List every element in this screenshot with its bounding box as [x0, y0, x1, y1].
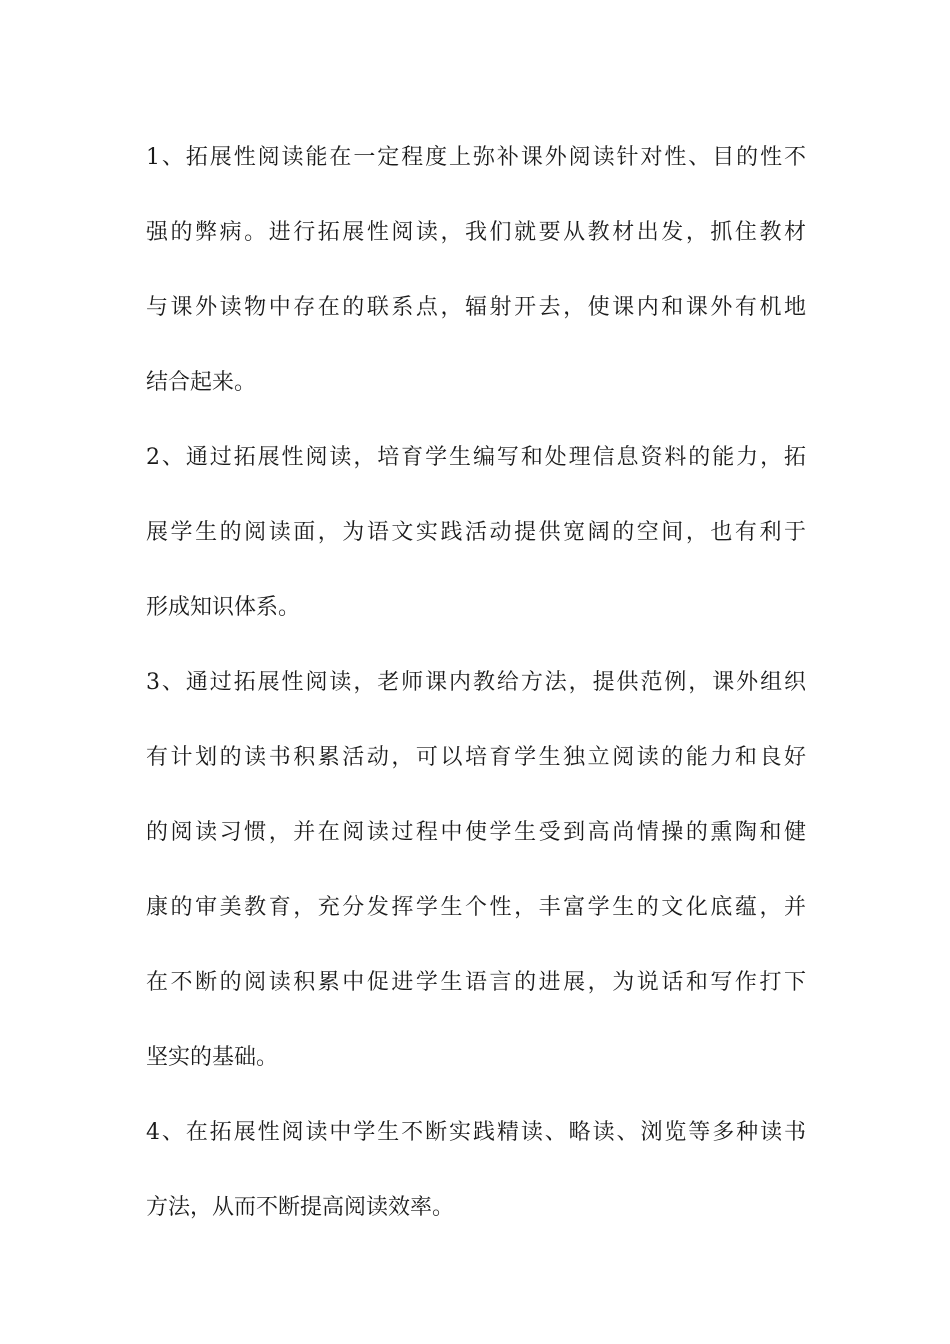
paragraph-3-line-6: 坚实的基础。 — [146, 1045, 279, 1070]
paragraph-3-line-2: 有计划的读书积累活动，可以培育学生独立阅读的能力和良好 — [146, 745, 806, 770]
paragraph-4-line-1: 4、在拓展性阅读中学生不断实践精读、略读、浏览等多种读书 — [146, 1120, 806, 1145]
paragraph-1-line-3: 与课外读物中存在的联系点，辐射开去，使课内和课外有机地 — [146, 295, 806, 320]
paragraph-2-line-1: 2、通过拓展性阅读，培育学生编写和处理信息资料的能力，拓 — [146, 445, 806, 470]
document-body — [146, 120, 806, 1245]
paragraph-3-line-4: 康的审美教育，充分发挥学生个性，丰富学生的文化底蕴，并 — [146, 895, 806, 920]
paragraph-4-line-2: 方法，从而不断提高阅读效率。 — [146, 1195, 455, 1220]
paragraph-3-line-3: 的阅读习惯，并在阅读过程中使学生受到高尚情操的熏陶和健 — [146, 820, 806, 845]
paragraph-1-line-4: 结合起来。 — [146, 370, 257, 395]
paragraph-1-line-2: 强的弊病。进行拓展性阅读，我们就要从教材出发，抓住教材 — [146, 220, 806, 245]
paragraph-1-line-1: 1、拓展性阅读能在一定程度上弥补课外阅读针对性、目的性不 — [146, 145, 806, 170]
paragraph-2-line-2: 展学生的阅读面，为语文实践活动提供宽阔的空间，也有利于 — [146, 520, 806, 545]
paragraph-3-line-5: 在不断的阅读积累中促进学生语言的进展，为说话和写作打下 — [146, 970, 806, 995]
paragraph-3-line-1: 3、通过拓展性阅读，老师课内教给方法，提供范例，课外组织 — [146, 670, 806, 695]
paragraph-2-line-3: 形成知识体系。 — [146, 595, 301, 620]
